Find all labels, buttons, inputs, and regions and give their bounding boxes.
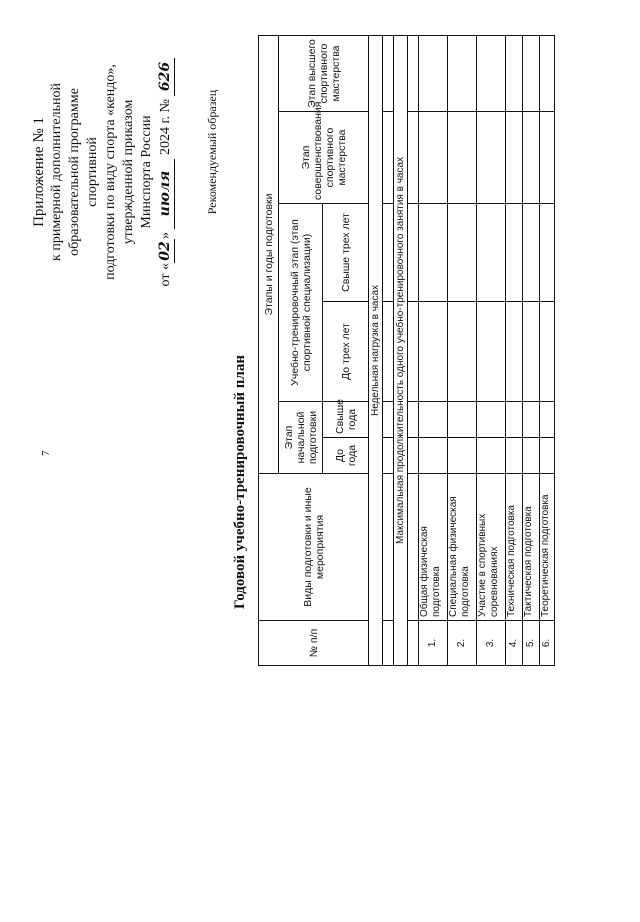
empty-cell [448, 204, 477, 302]
empty-cell [506, 302, 523, 402]
empty-cell [477, 112, 506, 204]
max-duration-row: Максимальная продолжительность одного учебно-тренировочного занятия в часах [394, 35, 408, 665]
empty-cell [523, 35, 540, 111]
table-row [540, 35, 555, 665]
appendix-header [30, 52, 175, 292]
empty-cell [540, 302, 555, 402]
table-row [448, 35, 477, 665]
empty-cell [383, 204, 394, 302]
empty-cell [506, 438, 523, 474]
empty-cell [419, 204, 448, 302]
row-name: Тактическая подготовка [523, 474, 540, 621]
header-line-2: к примерной дополнительной [49, 83, 64, 261]
row-name: Участие в спортивных соревнованиях [477, 474, 506, 621]
col-header-number: № п/п [259, 621, 369, 666]
initial-under-year: До года [323, 438, 369, 474]
order-date-line [156, 52, 175, 292]
row-name: Общая физическая подготовка [419, 474, 448, 621]
row-name: Специальная физическая подготовка [448, 474, 477, 621]
stages-header: Этапы и годы подготовки [259, 35, 279, 473]
empty-cell [477, 302, 506, 402]
initial-over-year: Свыше года [323, 402, 369, 438]
empty-cell [383, 112, 394, 204]
col-header-types: Виды подготовки и иные мероприятия [259, 474, 369, 621]
empty-cell [506, 112, 523, 204]
table-row [523, 35, 540, 665]
table-row [477, 35, 506, 665]
empty-cell [383, 474, 394, 621]
empty-cell [408, 204, 419, 302]
stage-training-header: Учебно-тренировочный этап (этап спортивной специализации) [279, 204, 323, 402]
empty-cell [408, 474, 419, 621]
order-year: 2024 г. № [158, 99, 173, 156]
empty-cell [477, 204, 506, 302]
empty-cell [448, 35, 477, 111]
date-prefix: от « [158, 263, 173, 287]
training-over-three: Свыше трех лет [323, 204, 369, 302]
date-mid: » [158, 232, 173, 240]
empty-cell [408, 621, 419, 666]
row-number: 6. [540, 621, 555, 666]
empty-cell [383, 35, 394, 111]
header-line-5: утвержденной приказом [121, 99, 136, 245]
empty-cell [540, 35, 555, 111]
empty-cell [506, 204, 523, 302]
table-row [419, 35, 448, 665]
empty-cell [448, 402, 477, 438]
empty-cell [506, 402, 523, 438]
header-line-3: образовательной программе спортивной [67, 88, 100, 256]
empty-cell [419, 302, 448, 402]
row-number: 5. [523, 621, 540, 666]
stage-initial-header: Этап начальной подготовки [279, 402, 323, 474]
empty-cell [383, 438, 394, 474]
weekly-load-row: Недельная нагрузка в часах [369, 35, 383, 665]
appendix-title: Приложение № 1 [31, 117, 47, 227]
empty-cell [540, 402, 555, 438]
page-number: 7 [40, 450, 52, 456]
training-under-three: До трех лет [323, 302, 369, 402]
empty-cell [540, 204, 555, 302]
sample-label: Рекомендуемый образец [205, 89, 219, 215]
empty-cell [523, 112, 540, 204]
empty-cell [408, 438, 419, 474]
empty-cell [383, 621, 394, 666]
empty-cell [477, 438, 506, 474]
empty-cell [448, 112, 477, 204]
empty-cell [419, 112, 448, 204]
order-day: 02 [156, 239, 175, 263]
row-number: 2. [448, 621, 477, 666]
row-name: Теоретическая подготовка [540, 474, 555, 621]
order-number: 626 [156, 58, 175, 96]
row-number: 3. [477, 621, 506, 666]
row-name: Техническая подготовка [506, 474, 523, 621]
empty-cell [448, 438, 477, 474]
empty-cell [523, 302, 540, 402]
training-plan-table [258, 35, 555, 666]
empty-cell [408, 402, 419, 438]
empty-cell [408, 35, 419, 111]
row-number: 4. [506, 621, 523, 666]
empty-cell [540, 438, 555, 474]
stage-improvement-header: Этап совершенствования спортивного мастерства [279, 112, 369, 204]
empty-cell [477, 402, 506, 438]
empty-cell [383, 302, 394, 402]
empty-cell [523, 402, 540, 438]
empty-cell [506, 35, 523, 111]
empty-cell [408, 112, 419, 204]
row-number: 1. [419, 621, 448, 666]
table-row [506, 35, 523, 665]
empty-cell [448, 302, 477, 402]
empty-cell [383, 402, 394, 438]
empty-cell [540, 112, 555, 204]
header-line-4: подготовки по виду спорта «кендо», [103, 64, 118, 280]
order-month: июля [156, 159, 175, 229]
stage-higher-header: Этап высшего спортивного мастерства [279, 35, 369, 111]
empty-cell [408, 302, 419, 402]
header-line-6: Минспорта России [139, 115, 154, 229]
empty-cell [523, 204, 540, 302]
empty-cell [419, 35, 448, 111]
empty-cell [477, 35, 506, 111]
empty-cell [419, 438, 448, 474]
plan-title: Годовой учебно-тренировочный план [232, 355, 248, 609]
empty-cell [523, 438, 540, 474]
empty-cell [419, 402, 448, 438]
